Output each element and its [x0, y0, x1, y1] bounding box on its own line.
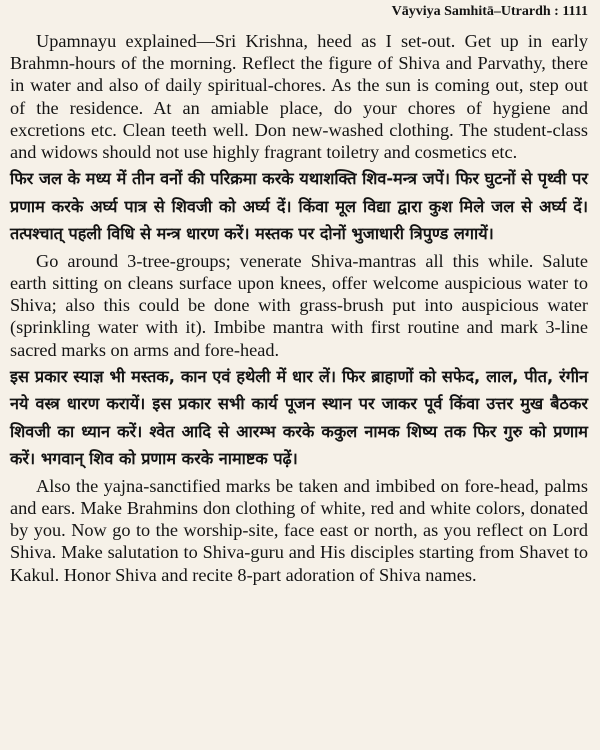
paragraph-english-2: Go around 3-tree-groups; venerate Shiva-mantras all this while. Salute earth sitting on cleans surface upon knees, offer welcome auspicious water to Shiva; also this could be done with grass-brush put into auspicious water (sprinkling water with it). Imbibe mantra with first routine and mark 3-line sacred marks on arms and fore-head. [10, 250, 588, 360]
paragraph-hindi-2: इस प्रकार स्याज्ञ भी मस्तक, कान एवं हथेली में धार लें। फिर ब्राहाणों को सफेद, लाल, पीत, रंगीन नये वस्त्र धारण करायें। इस प्रकार सभी कार्य पूजन स्थान पर जाकर पूर्व किंवा उत्तर मुख बैठकर शिवजी का ध्यान करें। श्वेत आदि से आरम्भ करके ककुल नामक शिष्य तक फिर गुरु को प्रणाम करें। भगवान् शिव को प्रणाम करके नामाष्टक पढ़ें। [10, 366, 588, 469]
paragraph-english-1: Upamnayu explained—Sri Krishna, heed as I set-out. Get up in early Brahmn-hours of the morning. Reflect the figure of Shiva and Parvathy, there in water and also of daily spiritual-chores. As the sun is coming out, step out of the residence. At an amiable place, do your chores of hygiene and excretions etc. Clean teeth well. Don new-washed clothing. The student-class and widows should not use highly fragrant toiletry and cosmetics etc. [10, 31, 588, 163]
running-head: Vāyviya Samhitā–Utrardh : 1111 [391, 4, 588, 19]
paragraph-hindi-1: फिर जल के मध्य में तीन वनों की परिक्रमा करके यथाशक्ति शिव-मन्त्र जपें। फिर घुटनों से पृथ्वी पर प्रणाम करके अर्घ्य पात्र से शिवजी को अर्घ्य दें। किंवा मूल विद्या द्वारा कुश मिले जल से अर्घ्य दें। तत्पश्चात् पहली विधि से मन्त्र धारण करें। मस्तक पर दोनों भुजाधारी त्रिपुण्ड लगायें। [10, 169, 588, 244]
paragraph-english-3: Also the yajna-sanctified marks be taken and imbibed on fore-head, palms and ears. Make Brahmins don clothing of white, red and white colors, donated by you. Now go to the worship-site, face east or north, as you reflect on Lord Shiva. Make salutation to Shiva-guru and His disciples starting from Shavet to Kakul. Honor Shiva and recite 8-part adoration of Shiva names. [10, 475, 588, 585]
